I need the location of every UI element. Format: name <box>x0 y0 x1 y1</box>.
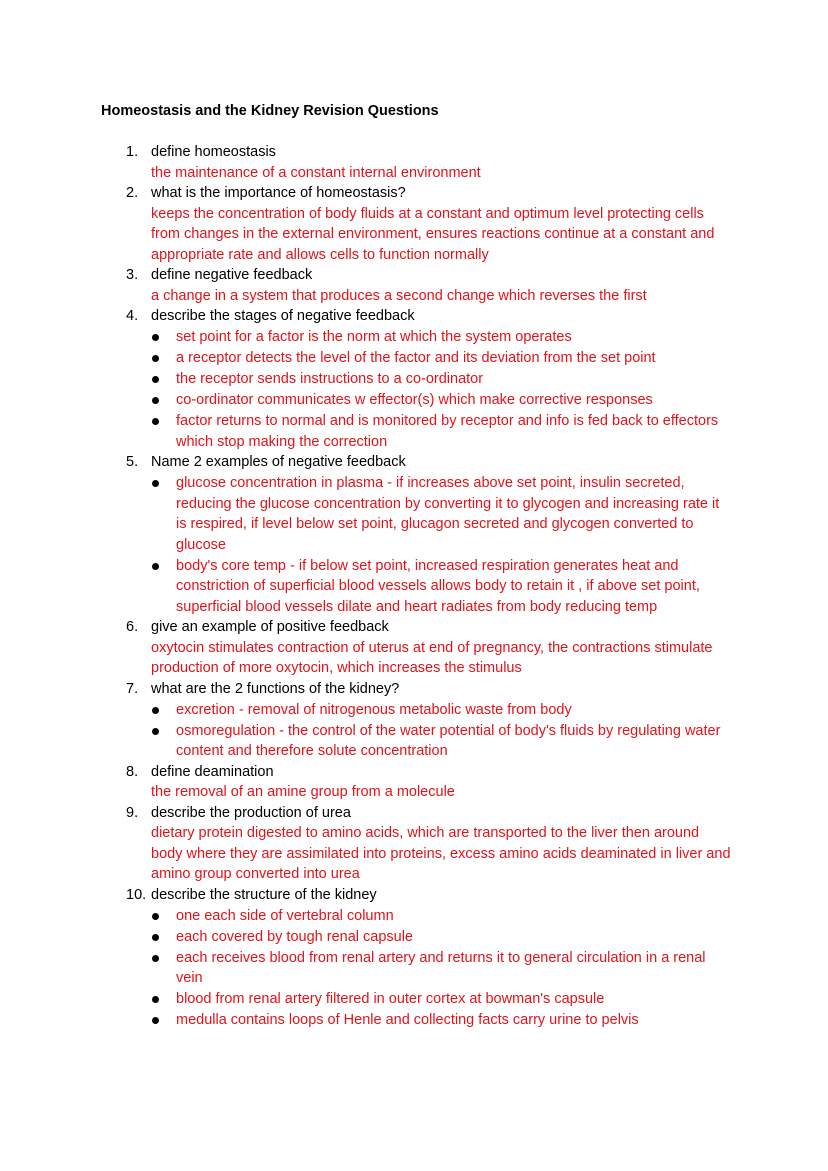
bullet-dot-icon <box>152 728 159 735</box>
answer-text: the removal of an amine group from a molecule <box>151 784 455 800</box>
bullet-text: co-ordinator communicates w effector(s) which make corrective responses <box>176 392 653 408</box>
question-number: 5. <box>126 454 139 470</box>
answer-bullet <box>151 556 732 618</box>
question-number: 3. <box>126 267 139 283</box>
bullet-dot-icon <box>152 355 159 362</box>
answer-bullet <box>151 411 732 452</box>
bullet-dot-icon <box>152 913 159 920</box>
question-text: Name 2 examples of negative feedback <box>151 454 406 470</box>
bullet-dot-icon <box>152 707 159 714</box>
bullet-dot-icon <box>152 934 159 941</box>
answer-bullet-list <box>151 327 732 452</box>
question-number: 4. <box>126 308 139 324</box>
question-item-5 <box>0 452 828 617</box>
bullet-text: osmoregulation - the control of the water potential of body's fluids by regulating water content and therefore solute concentration <box>176 722 721 759</box>
answer-text: dietary protein digested to amino acids, which are transported to the liver then around body where they are assimilated into proteins, excess amino acids deaminated in liver and amino group converted into urea <box>151 825 731 882</box>
answer-bullet <box>151 721 732 762</box>
question-number: 2. <box>126 185 139 201</box>
question-item-9 <box>0 803 828 885</box>
answer-bullet-list <box>151 473 732 617</box>
question-text: define homeostasis <box>151 144 276 160</box>
answer-bullet <box>151 989 732 1010</box>
answer-bullet <box>151 369 732 390</box>
question-text: give an example of positive feedback <box>151 619 389 635</box>
bullet-dot-icon <box>152 996 159 1003</box>
bullet-dot-icon <box>152 563 159 570</box>
answer-bullet <box>151 473 732 555</box>
answer-bullet <box>151 700 732 721</box>
question-text: describe the production of urea <box>151 804 351 821</box>
bullet-text: the receptor sends instructions to a co-ordinator <box>176 371 484 387</box>
question-text: define deamination <box>151 763 274 780</box>
answer-bullet <box>151 390 732 411</box>
bullet-text: each receives blood from renal artery and returns it to general circulation in a renal vein <box>176 949 706 986</box>
bullet-dot-icon <box>152 955 159 962</box>
question-number: 9. <box>126 804 139 821</box>
answer-bullet <box>151 1010 732 1031</box>
answer-text: a change in a system that produces a second change which reverses the first <box>151 287 647 304</box>
question-text: what is the importance of homeostasis? <box>151 185 406 201</box>
answer-bullet <box>151 348 732 369</box>
bullet-dot-icon <box>152 376 159 383</box>
question-item-6 <box>0 617 828 679</box>
answer-bullet <box>151 327 732 348</box>
question-number: 6. <box>126 619 139 635</box>
answer-bullet-list <box>151 906 732 1031</box>
bullet-text: glucose concentration in plasma - if increases above set point, insulin secreted, reducing the glucose concentration by converting it to glycogen and increasing rate it is respired, if level below set point, glucagon secreted and glycogen converted to glucose <box>176 475 720 553</box>
bullet-text: a receptor detects the level of the factor and its deviation from the set point <box>176 350 656 366</box>
question-item-2 <box>0 183 828 265</box>
answer-text: keeps the concentration of body fluids at a constant and optimum level protecting cells from changes in the external environment, ensures reactions continue at a constant and appropriate rate and allows cells to function normally <box>151 205 715 263</box>
bullet-dot-icon <box>152 1017 159 1024</box>
bullet-text: excretion - removal of nitrogenous metabolic waste from body <box>176 701 572 718</box>
question-text: define negative feedback <box>151 267 313 283</box>
bullet-dot-icon <box>152 418 159 425</box>
question-item-3 <box>0 265 828 306</box>
bullet-dot-icon <box>152 480 159 487</box>
question-item-10 <box>0 885 828 1031</box>
question-text: describe the structure of the kidney <box>151 886 377 903</box>
question-text: what are the 2 functions of the kidney? <box>151 680 400 697</box>
question-number: 7. <box>126 680 139 697</box>
answer-text: oxytocin stimulates contraction of uterus at end of pregnancy, the contractions stimulate production of more oxytocin, which increases the stimulus <box>151 639 713 676</box>
bullet-text: factor returns to normal and is monitored by receptor and info is fed back to effectors which stop making the correction <box>176 413 719 450</box>
answer-text: the maintenance of a constant internal environment <box>151 164 481 181</box>
question-text: describe the stages of negative feedback <box>151 308 415 324</box>
bullet-text: set point for a factor is the norm at which the system operates <box>176 329 572 345</box>
question-number: 10. <box>126 886 147 903</box>
answer-bullet <box>151 948 732 989</box>
question-item-1 <box>0 142 828 183</box>
bullet-dot-icon <box>152 334 159 341</box>
bullet-text: one each side of vertebral column <box>176 907 394 924</box>
bullet-text: body's core temp - if below set point, increased respiration generates heat and constriction of superficial blood vessels allows body to retain it , if above set point, superficial blood vessels dilate and heart radiates from body reducing temp <box>176 557 700 615</box>
answer-bullet <box>151 927 732 948</box>
bullet-text: blood from renal artery filtered in outer cortex at bowman's capsule <box>176 991 605 1007</box>
answer-bullet-list <box>151 700 732 762</box>
question-item-8 <box>0 762 828 803</box>
document-title: Homeostasis and the Kidney Revision Questions <box>101 103 439 119</box>
question-list <box>0 142 828 1031</box>
question-number: 1. <box>126 144 139 160</box>
bullet-text: each covered by tough renal capsule <box>176 928 413 945</box>
question-item-4 <box>0 306 828 452</box>
bullet-dot-icon <box>152 397 159 404</box>
bullet-text: medulla contains loops of Henle and collecting facts carry urine to pelvis <box>176 1012 639 1028</box>
answer-bullet <box>151 906 732 927</box>
question-number: 8. <box>126 763 139 780</box>
question-item-7 <box>0 679 828 762</box>
